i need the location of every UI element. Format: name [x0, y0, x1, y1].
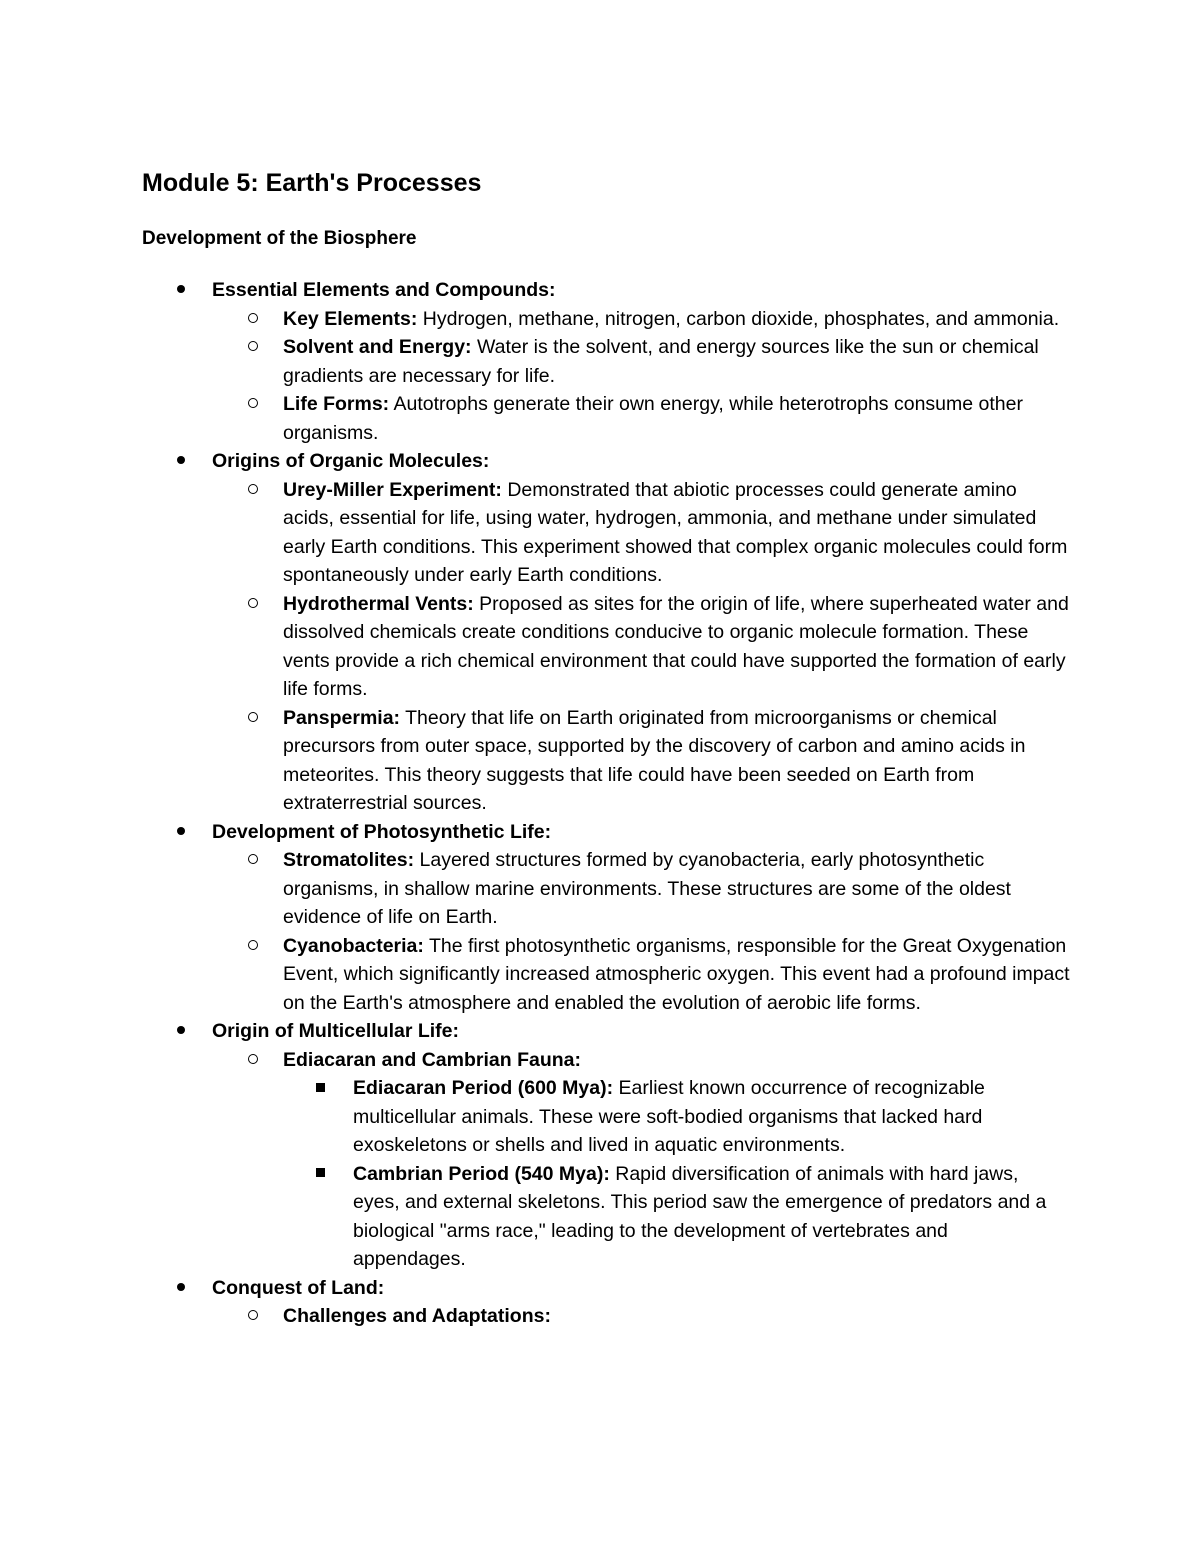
item-label: Urey-Miller Experiment:: [283, 478, 502, 501]
bullet-circle-icon: [248, 846, 258, 875]
item-text: Hydrogen, methane, nitrogen, carbon dioxide, phosphates, and ammonia.: [417, 307, 1060, 330]
list-item: [0, 704, 1073, 818]
item-label: Life Forms:: [283, 393, 390, 415]
item-text: Proposed as sites for the origin of life, where superheated water and dissolved chemicals create conditions conducive to organic molecule formation. These vents provide a rich chemical environment that could have supported the formation of early life forms.: [283, 592, 1069, 700]
bullet-circle-icon: [248, 476, 258, 505]
item-label: Challenges and Adaptations:: [283, 1305, 551, 1327]
bullet-disc-icon: [177, 447, 185, 476]
list-item: [0, 818, 1092, 847]
list-item: [0, 1302, 1073, 1331]
item-heading: Conquest of Land:: [212, 1276, 385, 1299]
list-item: [0, 276, 1092, 305]
item-label: Stromatolites:: [283, 849, 415, 871]
bullet-circle-icon: [248, 390, 258, 419]
bullet-disc-icon: [177, 1017, 185, 1046]
list-item: [0, 447, 1092, 476]
item-heading: Origins of Organic Molecules:: [212, 450, 490, 472]
item-heading: Essential Elements and Compounds:: [212, 279, 556, 301]
bullet-circle-icon: [248, 1302, 258, 1331]
bullet-disc-icon: [177, 276, 185, 305]
bullet-square-icon: [316, 1160, 325, 1189]
list-item: [0, 390, 1073, 447]
list-item: [0, 305, 1073, 334]
outline-list: [0, 276, 1200, 1331]
list-item: [0, 1046, 1073, 1075]
bullet-circle-icon: [248, 333, 258, 362]
list-item: [0, 476, 1073, 590]
item-text: The first photosynthetic organisms, responsible for the Great Oxygenation Event, which significantly increased atmospheric oxygen. This event had a profound impact on the Earth's atmosphere and enabled the evolution of aerobic life forms.: [283, 934, 1070, 1014]
item-heading: Development of Photosynthetic Life:: [212, 820, 552, 843]
bullet-circle-icon: [248, 1046, 258, 1075]
bullet-circle-icon: [248, 704, 258, 733]
bullet-disc-icon: [177, 818, 185, 847]
list-item: [0, 333, 1073, 390]
item-label: Ediacaran Period (600 Mya):: [353, 1077, 614, 1099]
list-item: [0, 1160, 1063, 1274]
page-title: Module 5: Earth's Processes: [142, 169, 482, 197]
list-item: [0, 846, 1073, 932]
item-text: Theory that life on Earth originated from microorganisms or chemical precursors from outer space, supported by the discovery of carbon and amino acids in meteorites. This theory suggests that life could have been seeded on Earth from extraterrestrial sources.: [283, 706, 1026, 814]
item-label: Ediacaran and Cambrian Fauna:: [283, 1048, 581, 1071]
item-label: Key Elements:: [283, 307, 418, 330]
list-item: [0, 932, 1073, 1018]
item-text: Water is the solvent, and energy sources like the sun or chemical gradients are necessary for life.: [283, 336, 1039, 387]
item-text: Rapid diversification of animals with hard jaws, eyes, and external skeletons. This period saw the emergence of predators and a biological "arms race," leading to the development of vertebrates and appendages.: [353, 1162, 1047, 1270]
item-text: Earliest known occurrence of recognizable multicellular animals. These were soft-bodied organisms that lacked hard exoskeletons or shells and lived in aquatic environments.: [353, 1077, 985, 1156]
bullet-circle-icon: [248, 590, 258, 619]
item-label: Panspermia:: [283, 706, 401, 729]
item-label: Hydrothermal Vents:: [283, 592, 474, 615]
item-text: Layered structures formed by cyanobacteria, early photosynthetic organisms, in shallow marine environments. These structures are some of the oldest evidence of life on Earth.: [283, 849, 1011, 928]
item-label: Solvent and Energy:: [283, 336, 472, 358]
bullet-disc-icon: [177, 1274, 185, 1303]
list-item: [0, 1074, 1063, 1160]
list-item: [0, 1274, 1092, 1303]
section-heading: Development of the Biosphere: [142, 228, 417, 249]
item-text: Demonstrated that abiotic processes could generate amino acids, essential for life, using water, hydrogen, ammonia, and methane under simulated early Earth conditions. This experiment showed that complex organic molecules could form spontaneously under early Earth conditions.: [283, 478, 1068, 586]
list-item: [0, 1017, 1092, 1046]
item-heading: Origin of Multicellular Life:: [212, 1020, 460, 1042]
item-label: Cambrian Period (540 Mya):: [353, 1162, 610, 1185]
bullet-circle-icon: [248, 932, 258, 961]
item-text: Autotrophs generate their own energy, while heterotrophs consume other organisms.: [283, 393, 1023, 444]
list-item: [0, 590, 1073, 704]
bullet-circle-icon: [248, 305, 258, 334]
item-label: Cyanobacteria:: [283, 934, 424, 957]
bullet-square-icon: [316, 1074, 325, 1103]
